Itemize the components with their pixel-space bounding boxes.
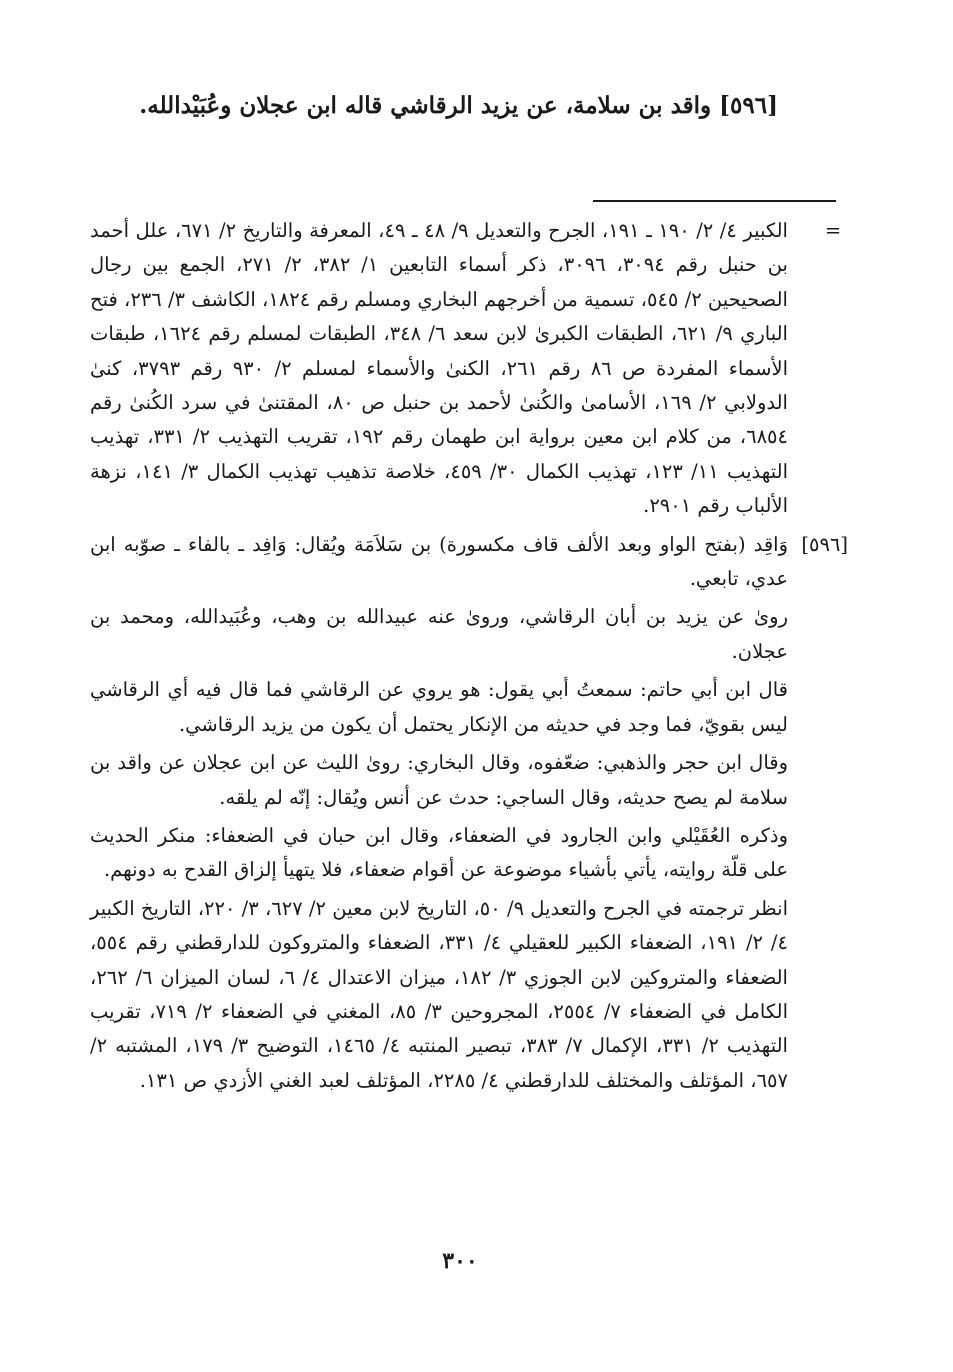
continuation-marker: = (824, 219, 842, 242)
footnote-paragraph: قال ابن أبي حاتم: سمعتُ أبي يقول: هو يروي عن الرقاشي فما قال فيه أي الرقاشي ليس بقويّ، فما وجد في حديثه من الإنكار يحتمل أن يكون من يزيد الرقاشي. (90, 678, 788, 736)
footnote-entry (90, 528, 848, 597)
footnote-entry-marker: [٥٩٦] (801, 532, 848, 556)
footnote-continuation (90, 214, 848, 524)
footnote-paragraph: روىٰ عن يزيد بن أبان الرقاشي، وروىٰ عنه عبيدالله بن وهب، وعُبَيدالله، ومحمد بن عجلان. (90, 605, 788, 663)
main-entry-number: [٥٩٦] (719, 92, 778, 119)
main-entry-text: واقد بن سلامة، عن يزيد الرقاشي قاله ابن عجلان وعُبَيْدالله. (139, 92, 712, 119)
continuation-text: الكبير ٤/ ٢/ ١٩٠ ـ ١٩١، الجرح والتعديل ٩/ ٤٨ ـ ٤٩، المعرفة والتاريخ ٢/ ٦٧١، علل أحمد بن حنبل رقم ٣٠٩٤، ٣٠٩٦، ذكر أسماء التابعين ١/ ٣٨٢، ٢/ ٢٧١، الجمع بين رجال الصحيحين ٢/ ٥٤٥، تسمية من أخرجهم البخاري ومسلم رقم ١٨٢٤، الكاشف ٣/ ٢٣٦، فتح الباري ٩/ ٦٢١، الطبقات الكبرىٰ لابن سعد ٦/ ٣٤٨، الطبقات لمسلم رقم ١٦٢٤، طبقات الأسماء المفردة ص ٨٦ رقم ٢٦١، الكنىٰ والأسماء لمسلم ٢/ ٩٣٠ رقم ٣٧٩٣، كنىٰ الدولابي ٢/ ١٦٩، الأسامىٰ والكُنىٰ لأحمد بن حنبل ص ٨٠، المقتنىٰ في سرد الكُنىٰ رقم ٦٨٥٤، من كلام ابن معين برواية ابن طهمان رقم ١٩٢، تقريب التهذيب ٢/ ٣٣١، تهذيب التهذيب ١١/ ١٢٣، تهذيب الكمال ٣٠/ ٤٥٩، خلاصة تذهيب تهذيب الكمال ٣/ ١٤١، نزهة الألباب رقم ٢٩٠١. (90, 219, 789, 518)
footnotes-section (90, 214, 848, 1102)
footnote-paragraph: انظر ترجمته في الجرح والتعديل ٩/ ٥٠، التاريخ لابن معين ٢/ ٦٢٧، ٣/ ٢٢٠، التاريخ الكبير ٤/ ٢/ ١٩١، الضعفاء الكبير للعقيلي ٤/ ٣٣١، الضعفاء والمتروكون للدارقطني رقم ٥٥٤، الضعفاء والمتروكين لابن الجوزي ٣/ ١٨٢، ميزان الاعتدال ٤/ ٦، لسان الميزان ٦/ ٢٦٢، الكامل في الضعفاء ٧/ ٢٥٥٤، المجروحين ٣/ ٨٥، المغني في الضعفاء ٢/ ٧١٩، تقريب التهذيب ٢/ ٣٣١، الإكمال ٧/ ٣٨٣، تبصير المنتبه ٤/ ١٤٦٥، التوضيح ٣/ ١٧٩، المشتبه ٢/ ٦٥٧، المؤتلف والمختلف للدارقطني ٤/ ٢٢٨٥، المؤتلف لعبد الغني الأزدي ص ١٣١. (90, 896, 789, 1092)
footnote-paragraph: وذكره العُقَيْلي وابن الجارود في الضعفاء، وقال ابن حبان في الضعفاء: منكر الحديث على قلّة روايته، يأتي بأشياء موضوعة عن أقوام ضعفاء، فلا يتهيأ إلزاق القدح به دونهم. (90, 823, 788, 882)
footnote-paragraph: وقال ابن حجر والذهبي: ضعّفوه، وقال البخاري: روىٰ الليث عن ابن عجلان عن واقد بن سلامة لم يصح حديثه، وقال الساجي: حدث عن أنس ويُقال: إنّه لم يلقه. (90, 751, 788, 809)
footnote-entry-text: وَاقِد (بفتح الواو وبعد الألف قاف مكسورة) بن سَلاَمَة ويُقال: وَافِد ـ بالفاء ـ صوّبه ابن عدي، تابعي. (90, 532, 788, 591)
page-number: ٣٠٠ (442, 1248, 478, 1274)
main-entry (78, 86, 778, 126)
footnote-separator (593, 200, 836, 202)
